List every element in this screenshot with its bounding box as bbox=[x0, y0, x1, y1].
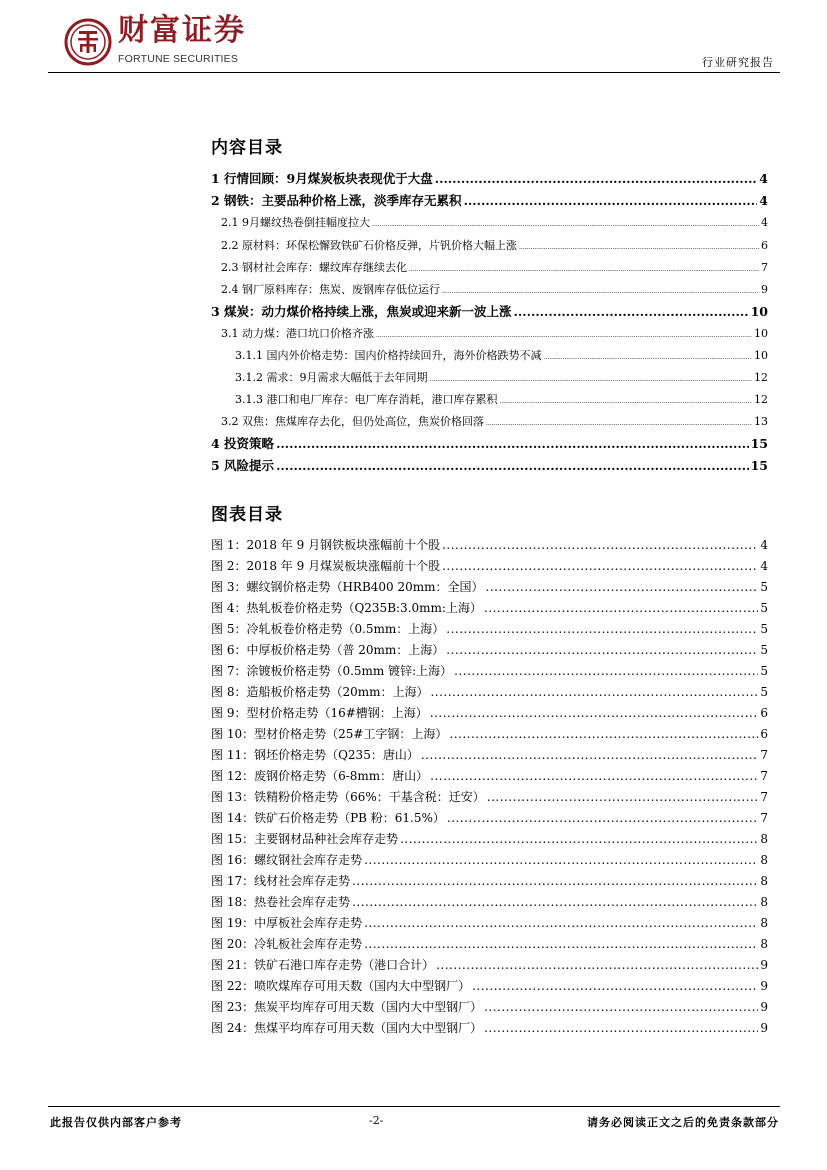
figure-entry-page: 4 bbox=[760, 559, 768, 573]
toc-entry-page: 9 bbox=[761, 283, 768, 296]
toc-entry[interactable] bbox=[211, 169, 768, 189]
toc-entry-label: 3.1 动力煤：港口坑口价格齐涨 bbox=[221, 327, 374, 340]
figure-entry-page: 8 bbox=[760, 916, 768, 930]
figure-entry-page: 9 bbox=[760, 979, 768, 993]
toc-entry[interactable] bbox=[221, 258, 768, 278]
leader-dots bbox=[421, 745, 759, 765]
figure-entry[interactable] bbox=[211, 577, 768, 597]
figure-entry-page: 9 bbox=[760, 958, 768, 972]
toc-entry-label: 3 煤炭：动力煤价格持续上涨，焦炭或迎来新一波上涨 bbox=[211, 304, 512, 319]
figure-entry[interactable] bbox=[211, 829, 768, 849]
report-type-label: 行业研究报告 bbox=[702, 56, 774, 69]
figure-entry-page: 7 bbox=[760, 748, 768, 762]
figure-entry-label: 图 21：铁矿石港口库存走势（港口合计） bbox=[211, 958, 435, 972]
figure-entry-label: 图 2：2018 年 9 月煤炭板块涨幅前十个股 bbox=[211, 559, 441, 573]
toc-entry-page: 10 bbox=[754, 327, 768, 340]
leader-dots bbox=[364, 934, 758, 954]
figure-entry-label: 图 22：喷吹煤库存可用天数（国内大中型钢厂） bbox=[211, 979, 471, 993]
toc-entry[interactable] bbox=[235, 346, 768, 366]
figure-entry-label: 图 17：线材社会库存走势 bbox=[211, 874, 351, 888]
figure-entry-label: 图 8：造船板价格走势（20mm：上海） bbox=[211, 685, 429, 699]
figures-title: 图表目录 bbox=[211, 505, 283, 525]
toc-title: 内容目录 bbox=[211, 138, 283, 158]
figure-entry[interactable] bbox=[211, 976, 768, 996]
figure-entry-page: 8 bbox=[760, 895, 768, 909]
leader-dots bbox=[436, 955, 758, 975]
leader-dots bbox=[447, 808, 758, 828]
figure-entry-label: 图 1：2018 年 9 月钢铁板块涨幅前十个股 bbox=[211, 538, 441, 552]
leader-dots bbox=[446, 619, 758, 639]
figure-entry-label: 图 16：螺纹钢社会库存走势 bbox=[211, 853, 363, 867]
toc-entry-label: 1 行情回顾：9月煤炭板块表现优于大盘 bbox=[211, 171, 433, 186]
toc-entry-page: 7 bbox=[761, 261, 768, 274]
leader-dots bbox=[442, 282, 759, 302]
leader-dots bbox=[442, 535, 758, 555]
figure-entry[interactable] bbox=[211, 871, 768, 891]
figure-entry[interactable] bbox=[211, 640, 768, 660]
figure-entry-page: 5 bbox=[760, 622, 768, 636]
figure-entry[interactable] bbox=[211, 787, 768, 807]
figure-entry[interactable] bbox=[211, 598, 768, 618]
leader-dots bbox=[276, 456, 749, 476]
toc-entry-label: 3.1.1 国内外价格走势：国内价格持续回升，海外价格跌势不减 bbox=[235, 349, 542, 362]
leader-dots bbox=[376, 326, 752, 346]
toc-entry[interactable] bbox=[211, 456, 768, 476]
figure-entry-label: 图 11：钢坯价格走势（Q235：唐山） bbox=[211, 748, 419, 762]
figure-entry-label: 图 6：中厚板价格走势（普 20mm：上海） bbox=[211, 643, 445, 657]
toc-entry[interactable] bbox=[211, 434, 768, 454]
figure-entry-label: 图 19：中厚板社会库存走势 bbox=[211, 916, 363, 930]
toc-entry-label: 4 投资策略 bbox=[211, 436, 275, 451]
toc-entry-page: 13 bbox=[754, 415, 768, 428]
logo-english-name: FORTUNE SECURITIES bbox=[118, 53, 239, 65]
leader-dots bbox=[464, 191, 758, 211]
toc-entry-page: 6 bbox=[761, 239, 768, 252]
figure-entry-label: 图 18：热卷社会库存走势 bbox=[211, 895, 351, 909]
figure-entry-page: 5 bbox=[760, 685, 768, 699]
leader-dots bbox=[454, 661, 758, 681]
figure-entry[interactable] bbox=[211, 682, 768, 702]
figure-entry[interactable] bbox=[211, 955, 768, 975]
figure-entry[interactable] bbox=[211, 892, 768, 912]
leader-dots bbox=[486, 414, 752, 434]
leader-dots bbox=[352, 892, 758, 912]
leader-dots bbox=[430, 703, 759, 723]
fortune-seal-icon bbox=[64, 18, 112, 66]
figure-entry[interactable] bbox=[211, 745, 768, 765]
figure-entry[interactable] bbox=[211, 766, 768, 786]
toc-entry-page: 12 bbox=[754, 393, 768, 406]
figure-entry[interactable] bbox=[211, 661, 768, 681]
figure-entry[interactable] bbox=[211, 997, 768, 1017]
toc-entry-label: 3.1.3 港口和电厂库存：电厂库存消耗，港口库存累积 bbox=[235, 393, 498, 406]
figure-entry-page: 5 bbox=[760, 601, 768, 615]
toc-entry-label: 2.2 原材料：环保松懈致铁矿石价格反弹，片钒价格大幅上涨 bbox=[221, 239, 517, 252]
toc-entry[interactable] bbox=[211, 191, 768, 211]
figure-entry-page: 9 bbox=[760, 1021, 768, 1035]
toc-entry-label: 2 钢铁：主要品种价格上涨，淡季库存无累积 bbox=[211, 193, 462, 208]
figure-entry-label: 图 20：冷轧板社会库存走势 bbox=[211, 937, 363, 951]
toc-entry-page: 10 bbox=[754, 349, 768, 362]
toc-entry-label: 2.4 钢厂原料库存：焦炭、废钢库存低位运行 bbox=[221, 283, 440, 296]
figure-entry-label: 图 3：螺纹钢价格走势（HRB400 20mm：全国） bbox=[211, 580, 484, 594]
figure-entry[interactable] bbox=[211, 913, 768, 933]
leader-dots bbox=[519, 238, 759, 258]
figure-entry-page: 7 bbox=[760, 811, 768, 825]
leader-dots bbox=[430, 766, 758, 786]
toc-entry[interactable] bbox=[235, 368, 768, 388]
figure-entry-page: 7 bbox=[760, 790, 768, 804]
leader-dots bbox=[486, 577, 759, 597]
leader-dots bbox=[484, 598, 758, 618]
page-number: -2- bbox=[369, 1114, 384, 1127]
figure-entry-page: 6 bbox=[760, 727, 768, 741]
header-divider bbox=[48, 72, 780, 73]
toc-entry[interactable] bbox=[221, 324, 768, 344]
leader-dots bbox=[364, 913, 758, 933]
figure-entry[interactable] bbox=[211, 850, 768, 870]
company-logo bbox=[64, 18, 112, 70]
leader-dots bbox=[487, 787, 759, 807]
leader-dots bbox=[430, 682, 758, 702]
figure-entry-label: 图 9：型材价格走势（16#槽钢：上海） bbox=[211, 706, 428, 720]
leader-dots bbox=[449, 724, 758, 744]
figure-entry-label: 图 14：铁矿石价格走势（PB 粉：61.5%） bbox=[211, 811, 445, 825]
leader-dots bbox=[484, 997, 758, 1017]
figure-entry[interactable] bbox=[211, 724, 768, 744]
toc-entry[interactable] bbox=[221, 412, 768, 432]
figure-entry-page: 6 bbox=[760, 706, 768, 720]
figure-entry-label: 图 23：焦炭平均库存可用天数（国内大中型钢厂） bbox=[211, 1000, 483, 1014]
figure-entry-label: 图 24：焦煤平均库存可用天数（国内大中型钢厂） bbox=[211, 1021, 483, 1035]
leader-dots bbox=[435, 169, 758, 189]
figure-entry-label: 图 12：废钢价格走势（6-8mm：唐山） bbox=[211, 769, 429, 783]
figure-entry[interactable] bbox=[211, 808, 768, 828]
toc-entry-label: 5 风险提示 bbox=[211, 458, 275, 473]
leader-dots bbox=[400, 829, 758, 849]
toc-entry-page: 4 bbox=[759, 193, 768, 208]
figure-entry-page: 5 bbox=[760, 580, 768, 594]
toc-entry-page: 15 bbox=[750, 436, 768, 451]
figure-entry-page: 4 bbox=[760, 538, 768, 552]
figure-entry-label: 图 5：冷轧板卷价格走势（0.5mm：上海） bbox=[211, 622, 445, 636]
figure-entry-page: 8 bbox=[760, 874, 768, 888]
leader-dots bbox=[409, 260, 759, 280]
leader-dots bbox=[352, 871, 758, 891]
logo-chinese-name: 财富证券 bbox=[118, 13, 246, 48]
figure-entry-page: 5 bbox=[760, 664, 768, 678]
figure-entry[interactable] bbox=[211, 1018, 768, 1038]
footer-divider bbox=[48, 1106, 780, 1107]
leader-dots bbox=[499, 392, 752, 412]
figure-entry-page: 9 bbox=[760, 1000, 768, 1014]
leader-dots bbox=[543, 348, 752, 368]
figure-entry-page: 8 bbox=[760, 937, 768, 951]
figure-entry[interactable] bbox=[211, 703, 768, 723]
toc-entry[interactable] bbox=[221, 280, 768, 300]
figure-entry-page: 5 bbox=[760, 643, 768, 657]
leader-dots bbox=[276, 434, 749, 454]
toc-entry-page: 15 bbox=[750, 458, 768, 473]
figure-entry[interactable] bbox=[211, 556, 768, 576]
figure-entry-label: 图 13：铁精粉价格走势（66%：干基含税：迁安） bbox=[211, 790, 485, 804]
toc-entry-page: 4 bbox=[759, 171, 768, 186]
toc-entry-page: 4 bbox=[761, 216, 768, 229]
toc-entry[interactable] bbox=[211, 302, 768, 322]
leader-dots bbox=[364, 850, 758, 870]
figure-entry-label: 图 15：主要钢材品种社会库存走势 bbox=[211, 832, 399, 846]
figure-entry[interactable] bbox=[211, 934, 768, 954]
toc-entry[interactable] bbox=[221, 213, 768, 233]
leader-dots bbox=[514, 302, 749, 322]
toc-entry-page: 12 bbox=[754, 371, 768, 384]
toc-entry[interactable] bbox=[235, 390, 768, 410]
figure-entry-page: 8 bbox=[760, 853, 768, 867]
leader-dots bbox=[446, 640, 758, 660]
figure-entry[interactable] bbox=[211, 535, 768, 555]
figure-entry-page: 7 bbox=[760, 769, 768, 783]
leader-dots bbox=[472, 976, 758, 996]
footer-disclaimer-left: 此报告仅供内部客户参考 bbox=[50, 1116, 182, 1129]
figure-entry-label: 图 7：涂镀板价格走势（0.5mm 镀锌:上海） bbox=[211, 664, 453, 678]
footer-disclaimer-right: 请务必阅读正文之后的免责条款部分 bbox=[587, 1116, 779, 1129]
leader-dots bbox=[429, 370, 752, 390]
toc-entry-label: 2.1 9月螺纹热卷倒挂幅度拉大 bbox=[221, 216, 370, 229]
toc-entry-page: 10 bbox=[750, 304, 768, 319]
leader-dots bbox=[372, 215, 759, 235]
toc-entry[interactable] bbox=[221, 236, 768, 256]
figure-entry-label: 图 4：热轧板卷价格走势（Q235B:3.0mm:上海） bbox=[211, 601, 482, 615]
leader-dots bbox=[484, 1018, 758, 1038]
toc-entry-label: 2.3 钢材社会库存：螺纹库存继续去化 bbox=[221, 261, 407, 274]
toc-entry-label: 3.2 双焦：焦煤库存去化，但仍处高位，焦炭价格回落 bbox=[221, 415, 484, 428]
figure-entry[interactable] bbox=[211, 619, 768, 639]
figure-entry-label: 图 10：型材价格走势（25#工字钢：上海） bbox=[211, 727, 448, 741]
leader-dots bbox=[442, 556, 758, 576]
toc-entry-label: 3.1.2 需求：9月需求大幅低于去年同期 bbox=[235, 371, 428, 384]
figure-entry-page: 8 bbox=[760, 832, 768, 846]
